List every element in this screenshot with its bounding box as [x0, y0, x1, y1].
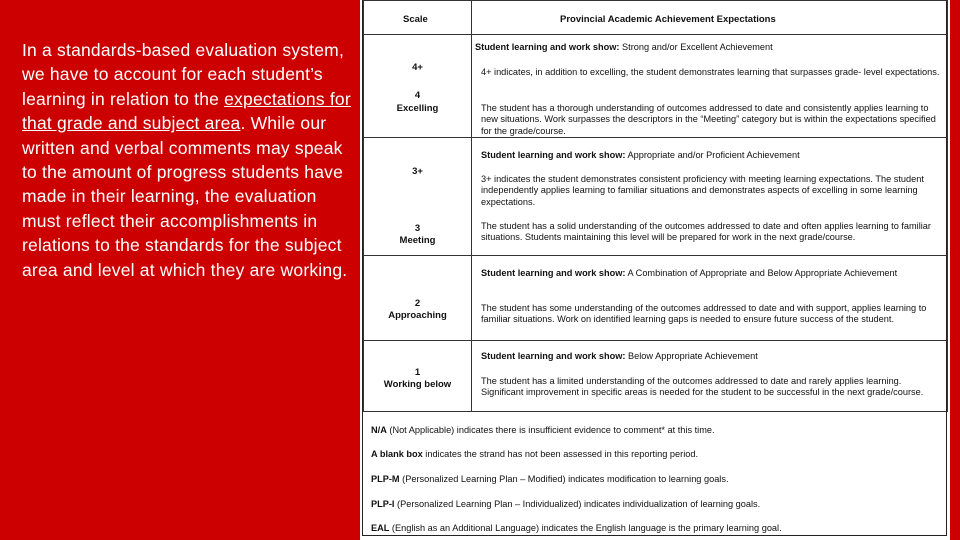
legend-plp-m-text: (Personalized Learning Plan – Modified) indicates modification to learning goals.: [399, 474, 729, 484]
excelling-heading-rest: Strong and/or Excellent Achievement: [619, 42, 773, 52]
row-excelling-scale-cell: [363, 34, 472, 138]
achievement-scale-document: [360, 0, 950, 540]
header-expectations: Provincial Academic Achievement Expectations: [560, 14, 776, 25]
legend-na: [371, 425, 715, 435]
intro-text-1: In a standards-based evaluation system, we have to account for each student’s learning in relation to the: [22, 40, 345, 109]
legend-eal: [371, 523, 782, 533]
scale-1: 1: [414, 367, 421, 378]
scale-2: 2: [414, 298, 421, 309]
meeting-heading: [481, 150, 945, 161]
intro-text-2: . While our written and verbal comments may speak to the amount of progress students have made in their learning, the evaluation must reflect their accomplishments in relations to the standards for the subject area and level at which they are working.: [22, 113, 348, 280]
document-frame: [362, 0, 947, 536]
approaching-description: The student has some understanding of the outcomes addressed to date and with support, applies learning to familiar situations. Work on identified learning gaps is needed to ensure future success of the student.: [481, 303, 927, 325]
working-below-description: The student has a limited understanding of the outcomes addressed to date and rarely applies learning. Significant improvement in specific areas is needed for the student to be successful in the next grade/course.: [481, 376, 924, 398]
legend-plp-m-term: PLP-M: [371, 474, 400, 484]
legend-na-text: (Not Applicable) indicates there is insufficient evidence to comment* at this time.: [386, 425, 715, 435]
excelling-description: The student has a thorough understanding of outcomes addressed to date and consistently applies learning to new situations. Work surpasses the descriptors in the “Meeting” category but is within the expectations specified for the grade/course.: [481, 103, 936, 136]
legend-plp-i-text: (Personalized Learning Plan – Individualized) indicates individualization of learning goals.: [394, 499, 761, 509]
legend-blank-box: [371, 449, 698, 459]
scale-4-plus: 4+: [412, 62, 423, 73]
legend-plp-m: [371, 474, 729, 484]
scale-3: 3: [414, 223, 421, 234]
excelling-plus-text: 4+ indicates, in addition to excelling, the student demonstrates learning that surpasses grade- level expectations.: [481, 67, 940, 77]
scale-meeting-label: Meeting: [399, 235, 436, 246]
legend-eal-text: (English as an Additional Language) indicates the English language is the primary learning goal.: [389, 523, 782, 533]
excelling-heading: [475, 42, 945, 53]
scale-approaching-label: Approaching: [388, 310, 447, 321]
legend-blank-box-text: indicates the strand has not been assessed in this reporting period.: [422, 449, 699, 459]
excelling-heading-bold: Student learning and work show:: [475, 42, 620, 52]
approaching-heading-bold: Student learning and work show:: [481, 268, 626, 278]
meeting-heading-rest: Appropriate and/or Proficient Achievement: [625, 150, 800, 160]
scale-4: 4: [414, 90, 421, 101]
meeting-heading-bold: Student learning and work show:: [481, 150, 626, 160]
meeting-description: The student has a solid understanding of the outcomes addressed to date and often applies learning to familiar situations. Students maintaining this level will be prepared for work in the next grade/course.: [481, 221, 931, 243]
approaching-heading-rest: A Combination of Appropriate and Below Appropriate Achievement: [625, 268, 898, 278]
legend-eal-term: EAL: [371, 523, 390, 533]
header-scale: Scale: [403, 14, 428, 25]
intro-underlined-text: expectations for that grade and subject area: [22, 88, 351, 134]
scale-working-below-label: Working below: [383, 379, 452, 390]
legend-blank-box-term: A blank box: [371, 449, 423, 459]
legend-plp-i: [371, 499, 760, 509]
meeting-plus-text: 3+ indicates the student demonstrates consistent proficiency with meeting learning expectations. The student independently applies learning to familiar situations and demonstrates aspects of excelling in some learning expectations.: [481, 174, 924, 207]
working-below-heading: [481, 351, 945, 362]
approaching-heading: [481, 268, 945, 279]
working-below-heading-rest: Below Appropriate Achievement: [625, 351, 758, 361]
scale-excelling-label: Excelling: [396, 103, 439, 114]
legend-plp-i-term: PLP-I: [371, 499, 395, 509]
intro-paragraph: [22, 38, 358, 282]
legend-na-term: N/A: [371, 425, 387, 435]
scale-3-plus: 3+: [412, 166, 423, 177]
working-below-heading-bold: Student learning and work show:: [481, 351, 626, 361]
